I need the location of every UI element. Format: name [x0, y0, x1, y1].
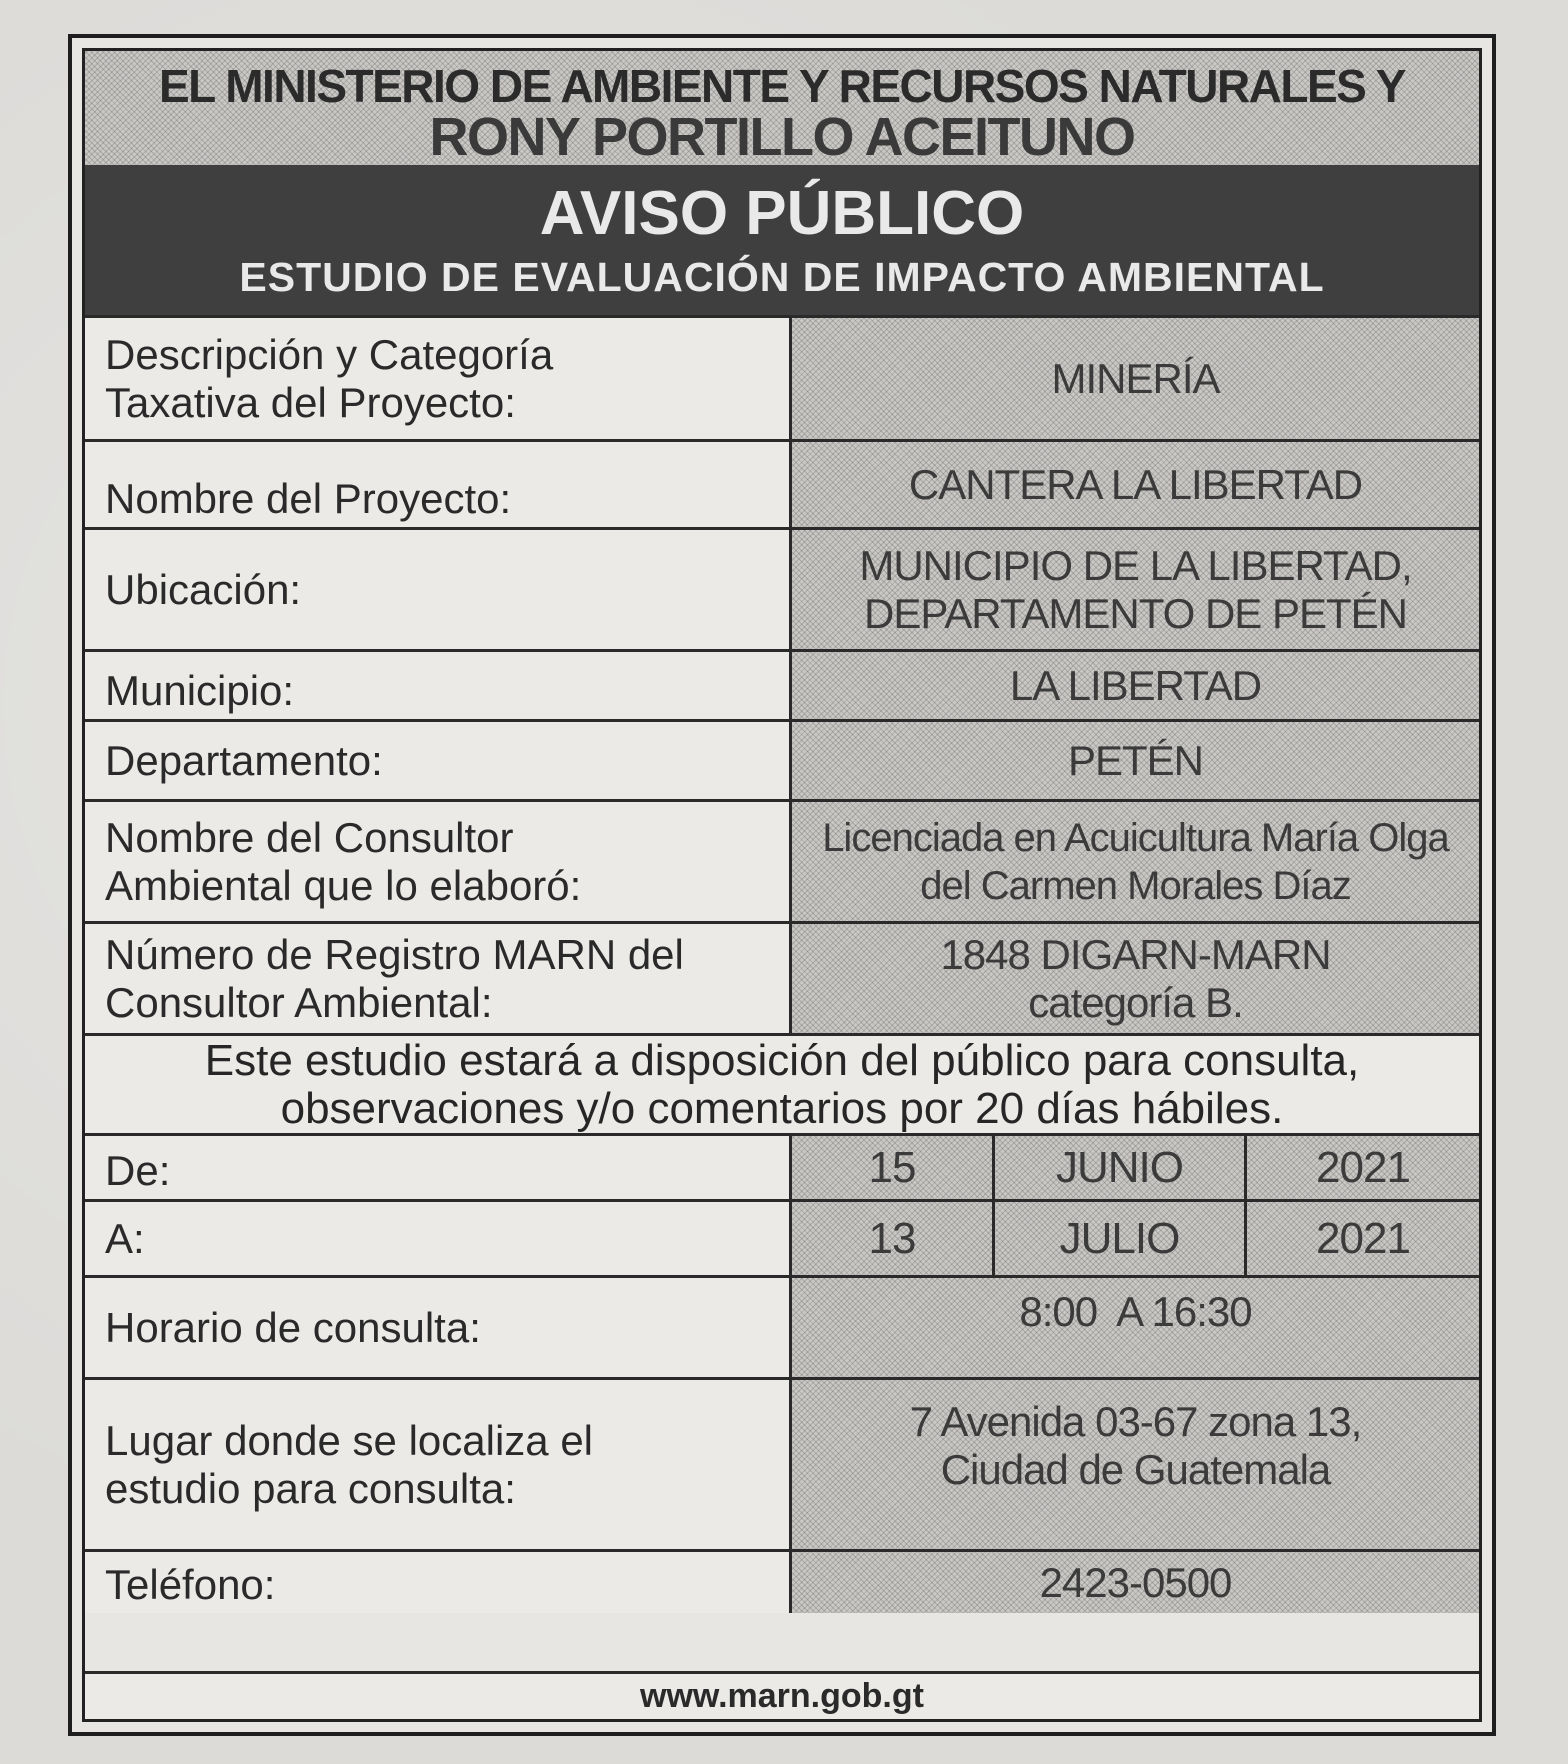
- label-consultor: Nombre del Consultor Ambiental que lo elaboró:: [85, 802, 792, 921]
- notice-frame: [82, 48, 1482, 1722]
- value-departamento: PETÉN: [792, 722, 1479, 799]
- row-municipio: [85, 649, 1479, 719]
- row-horario: [85, 1275, 1479, 1377]
- label-date-to: A:: [85, 1202, 792, 1275]
- label-date-from: De:: [85, 1136, 792, 1199]
- value-horario: 8:00 A 16:30: [792, 1278, 1479, 1377]
- row-date-to: [85, 1199, 1479, 1275]
- date-from-month: JUNIO: [992, 1136, 1244, 1199]
- label-registro: Número de Registro MARN del Consultor Ambiental:: [85, 924, 792, 1033]
- value-lugar: 7 Avenida 03-67 zona 13, Ciudad de Guatemala: [792, 1380, 1479, 1549]
- label-departamento: Departamento:: [85, 722, 792, 799]
- value-categoria: MINERÍA: [792, 318, 1479, 439]
- date-from-cells: [792, 1136, 1479, 1199]
- notice-subtitle: ESTUDIO DE EVALUACIÓN DE IMPACTO AMBIENTAL: [239, 254, 1325, 300]
- public-notice: [68, 34, 1496, 1736]
- row-registro: [85, 921, 1479, 1033]
- label-telefono: Teléfono:: [85, 1552, 792, 1613]
- value-nombre-proyecto: CANTERA LA LIBERTAD: [792, 442, 1479, 527]
- notice-banner: [85, 165, 1479, 315]
- date-to-month: JULIO: [992, 1202, 1244, 1275]
- value-telefono: 2423-0500: [792, 1552, 1479, 1613]
- row-date-from: [85, 1133, 1479, 1199]
- label-nombre-proyecto: Nombre del Proyecto:: [85, 442, 792, 527]
- label-lugar: Lugar donde se localiza el estudio para consulta:: [85, 1380, 792, 1549]
- value-consultor: Licenciada en Acuicultura María Olga del Carmen Morales Díaz: [792, 802, 1479, 921]
- row-categoria: [85, 315, 1479, 439]
- footer-url[interactable]: www.marn.gob.gt: [85, 1671, 1479, 1719]
- value-registro: 1848 DIGARN-MARN categoría B.: [792, 924, 1479, 1033]
- date-to-cells: [792, 1202, 1479, 1275]
- header-line-1: EL MINISTERIO DE AMBIENTE Y RECURSOS NATURALES Y: [159, 60, 1405, 112]
- label-categoria: Descripción y Categoría Taxativa del Proyecto:: [85, 318, 792, 439]
- label-ubicacion: Ubicación:: [85, 530, 792, 649]
- date-to-day: 13: [868, 1213, 916, 1263]
- date-to-year: 2021: [1244, 1202, 1479, 1275]
- date-from-year: 2021: [1244, 1136, 1479, 1199]
- notice-title: AVISO PÚBLICO: [539, 179, 1025, 248]
- label-municipio: Municipio:: [85, 652, 792, 719]
- header-line-2: RONY PORTILLO ACEITUNO: [429, 107, 1135, 165]
- row-ubicacion: [85, 527, 1479, 649]
- row-nombre-proyecto: [85, 439, 1479, 527]
- label-horario: Horario de consulta:: [85, 1278, 792, 1377]
- availability-statement: Este estudio estará a disposición del público para consulta, observaciones y/o comentarios por 20 días hábiles.: [85, 1033, 1479, 1133]
- date-from-day: 15: [868, 1142, 916, 1192]
- row-telefono: [85, 1549, 1479, 1613]
- value-ubicacion: MUNICIPIO DE LA LIBERTAD, DEPARTAMENTO DE PETÉN: [792, 530, 1479, 649]
- row-lugar: [85, 1377, 1479, 1549]
- value-municipio: LA LIBERTAD: [792, 652, 1479, 719]
- row-consultor: [85, 799, 1479, 921]
- row-departamento: [85, 719, 1479, 799]
- notice-header: [85, 51, 1479, 165]
